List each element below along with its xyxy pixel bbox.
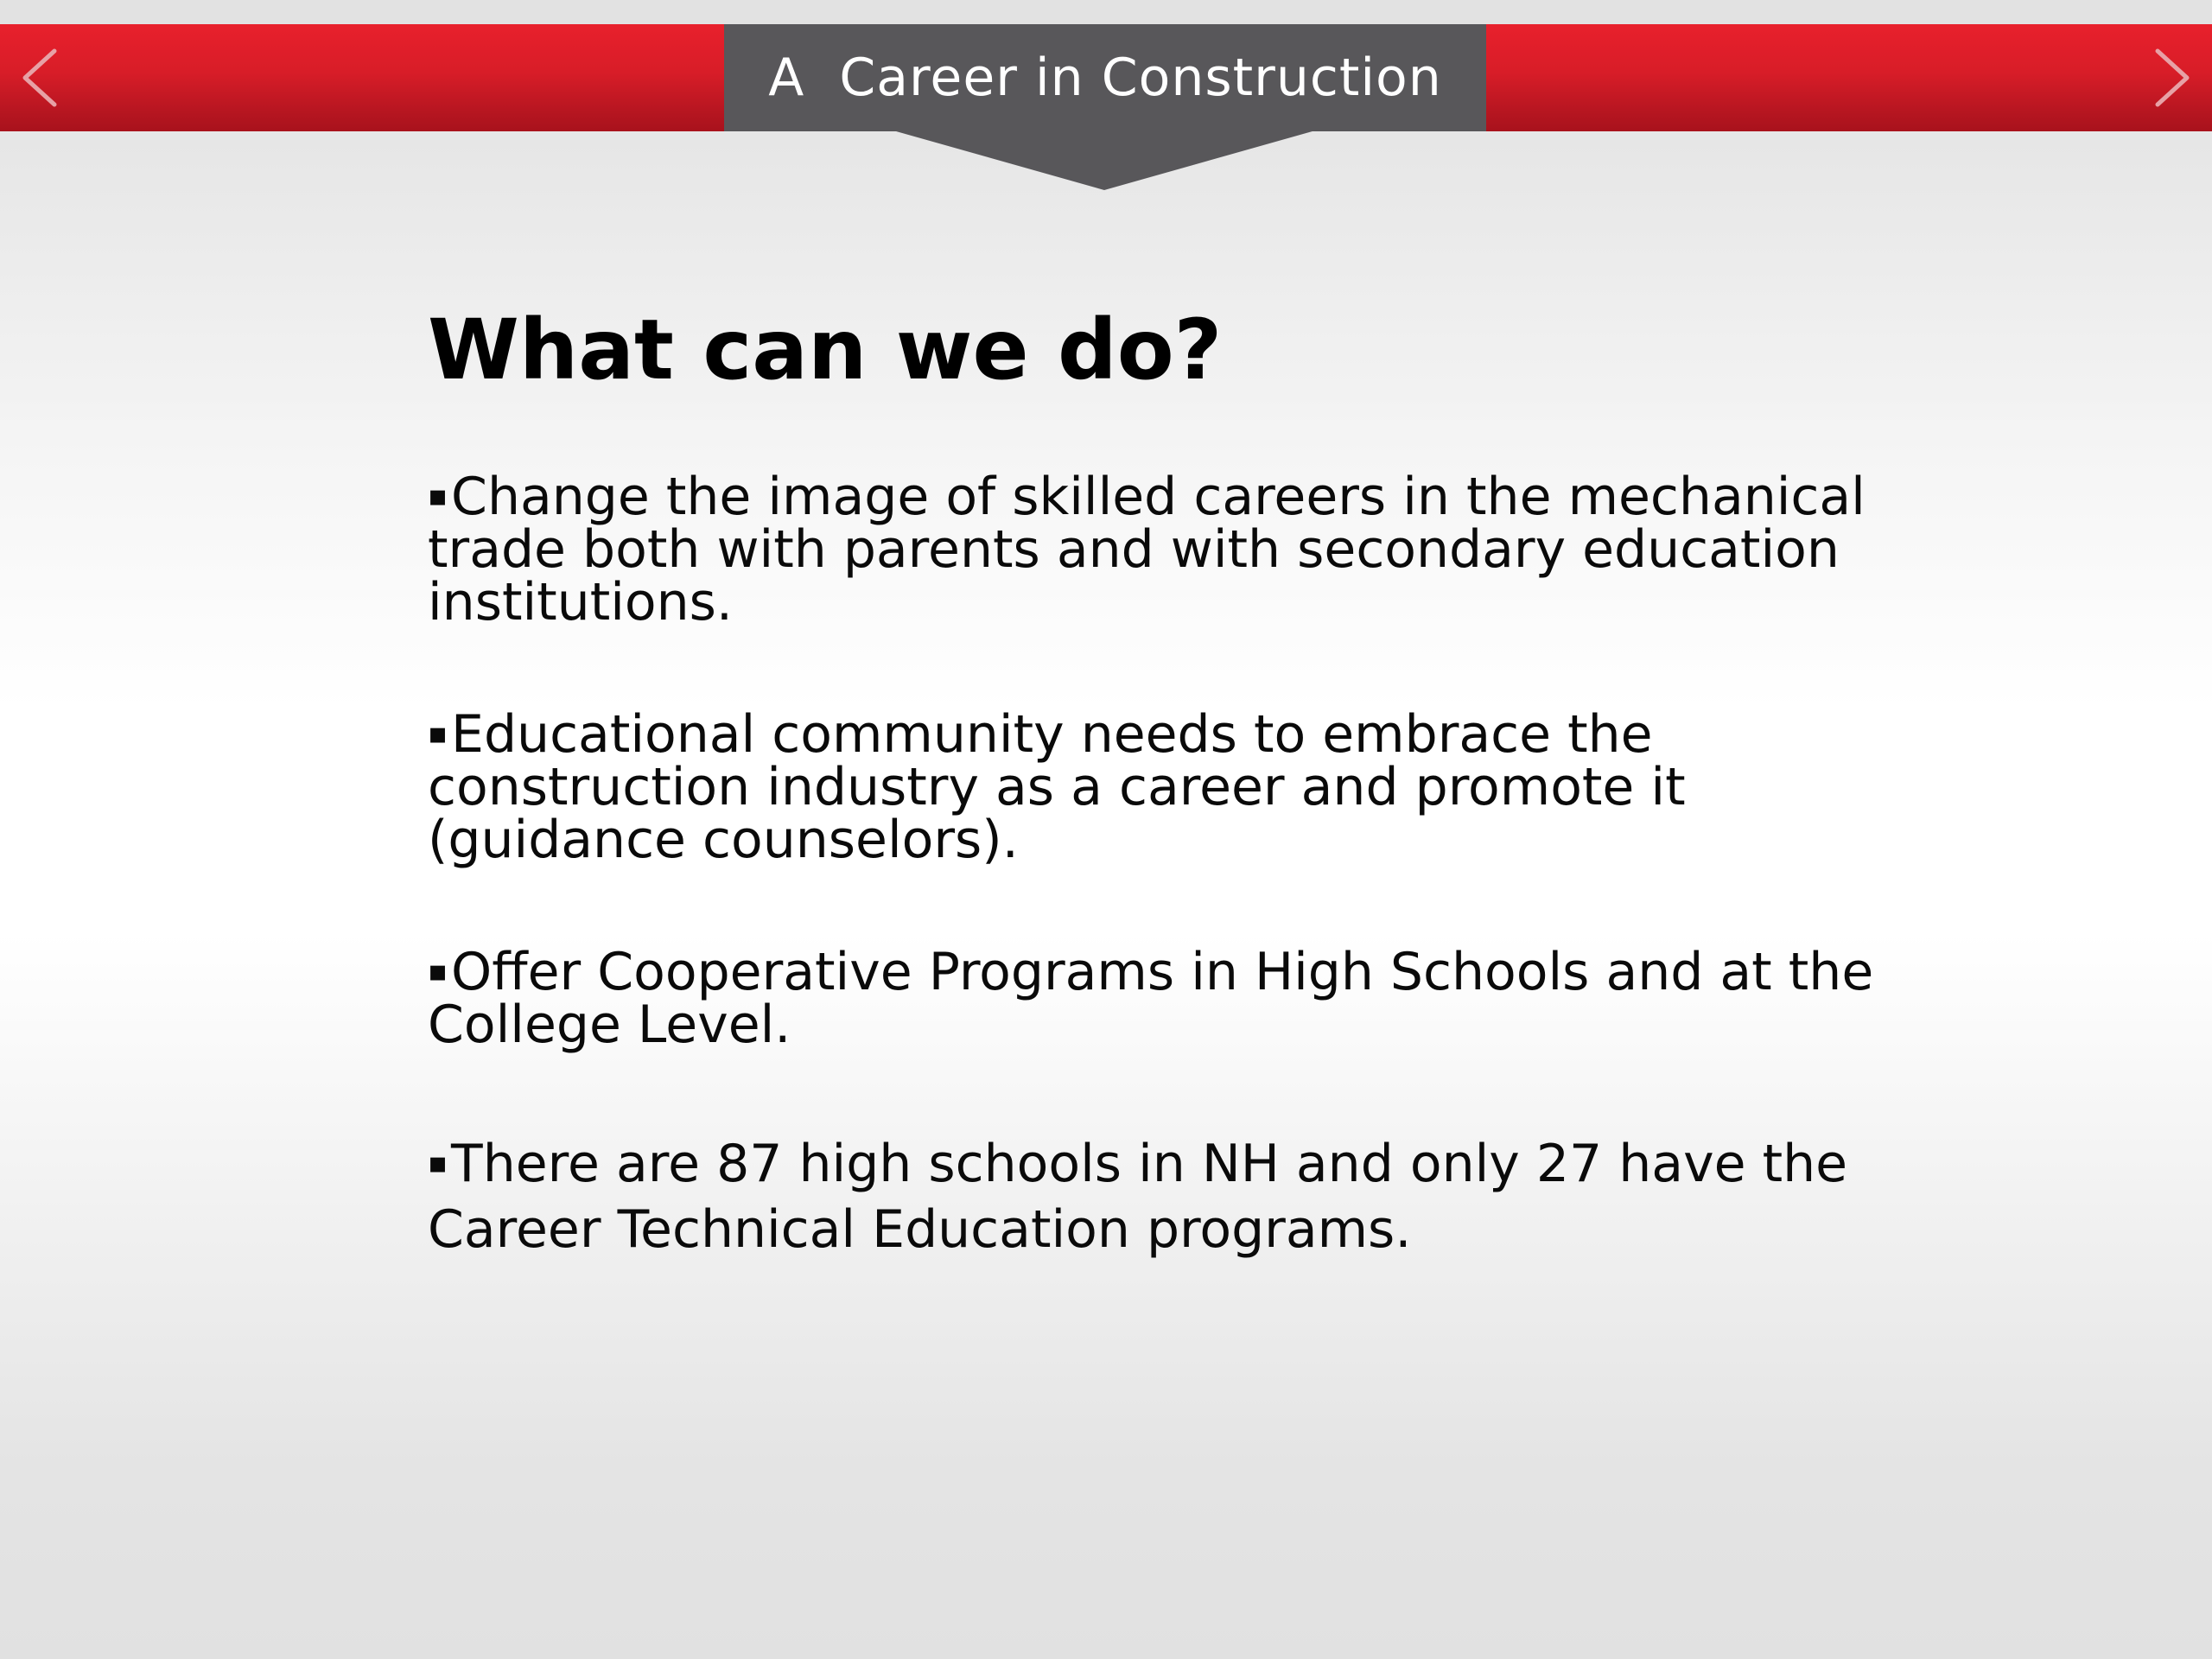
bullet-text: There are 87 high schools in NH and only 27 have the Career Technical Education programs. [428,1134,1848,1261]
bullet-square-icon: ▪ [428,1146,448,1181]
bullet-text: Educational community needs to embrace the construction industry as a career and promote it (guidance counselors). [428,704,1686,871]
bullet-item [428,467,1897,633]
bullet-square-icon: ▪ [428,716,448,752]
presentation-title-tab [724,24,1486,131]
bullet-square-icon: ▪ [428,479,448,514]
bullet-list [428,467,1897,1262]
bullet-item [428,704,1897,871]
bullet-item [428,1130,1897,1262]
title-tab-pointer [890,130,1319,190]
next-slide-button[interactable] [2134,24,2212,131]
top-strip [0,0,2212,24]
bullet-text: Offer Cooperative Programs in High Schools and at the College Level. [428,942,1874,1056]
chevron-right-icon [2154,48,2192,108]
previous-slide-button[interactable] [0,24,78,131]
slide-content [428,302,1897,1341]
presentation-title: A Career in Construction [768,48,1442,108]
bullet-text: Change the image of skilled careers in the mechanical trade both with parents and with secondary education institutions. [428,467,1866,633]
bullet-square-icon: ▪ [428,954,448,989]
slide-heading: What can we do? [428,302,1223,398]
bullet-item [428,942,1897,1056]
chevron-left-icon [20,48,58,108]
